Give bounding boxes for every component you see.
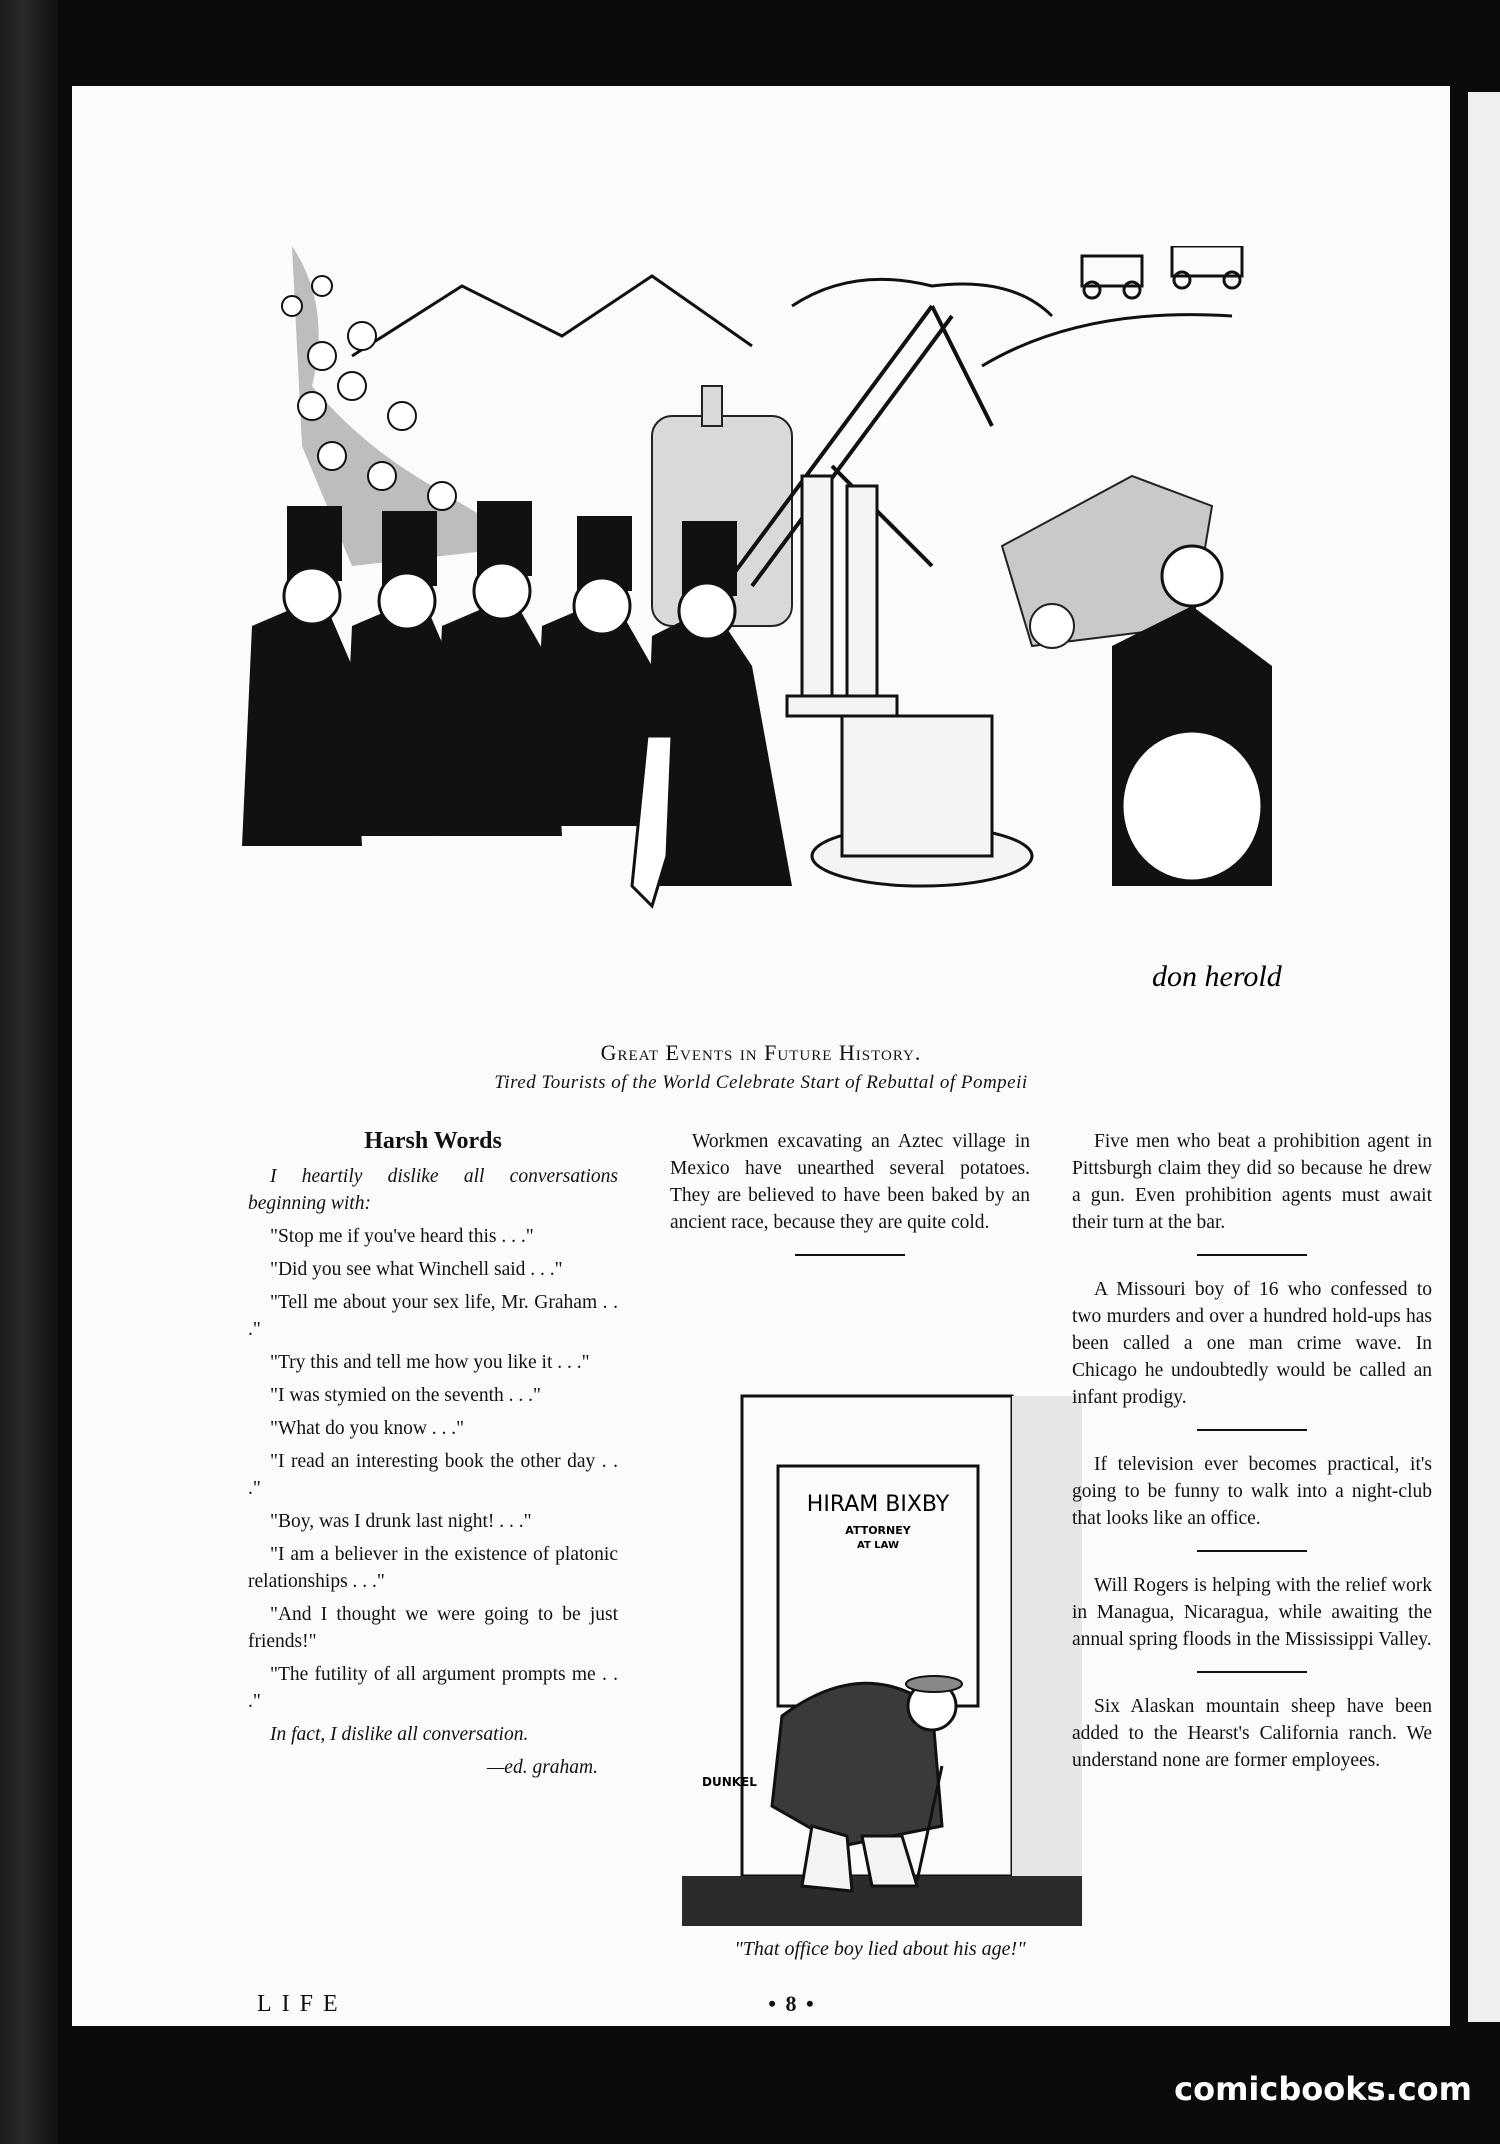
top-cartoon-caption-subtitle: Tired Tourists of the World Celebrate Start of Rebuttal of Pompeii bbox=[494, 1072, 1028, 1093]
paragraph-item: Will Rogers is helping with the relief work in Managua, Nicaragua, while awaiting the annual spring floods in the Mississippi Valley. bbox=[1072, 1575, 1432, 1650]
paragraph-item: Six Alaskan mountain sheep have been added to the Hearst's California ranch. We understand none are former employees. bbox=[1072, 1696, 1432, 1771]
paragraph-aztec: Workmen excavating an Aztec village in Mexico have unearthed several potatoes. They are believed to have been baked by an ancient race, because they are quite cold. bbox=[670, 1131, 1030, 1233]
quote-line: "And I thought we were going to be just friends!" bbox=[248, 1604, 618, 1652]
divider-rule bbox=[1197, 1254, 1307, 1256]
column-middle bbox=[670, 1128, 1030, 1276]
book-spine bbox=[0, 0, 58, 2144]
quote-line: "Boy, was I drunk last night! . . ." bbox=[270, 1511, 532, 1532]
quote-line: "Did you see what Winchell said . . ." bbox=[270, 1259, 563, 1280]
magazine-page bbox=[72, 86, 1450, 2026]
door-title-1: ATTORNEY bbox=[845, 1524, 911, 1537]
divider-rule bbox=[1197, 1550, 1307, 1552]
top-cartoon-illustration bbox=[232, 246, 1292, 1016]
column-right bbox=[1072, 1128, 1432, 1780]
paragraph-item: A Missouri boy of 16 who confessed to two murders and over a hundred hold-ups has been called a one man crime wave. In Chicago he undoubtedly would be called an infant prodigy. bbox=[1072, 1279, 1432, 1408]
divider-rule bbox=[795, 1254, 905, 1256]
quote-line: "Stop me if you've heard this . . ." bbox=[270, 1226, 534, 1247]
top-cartoon-caption-title: Great Events in Future History. bbox=[600, 1040, 922, 1065]
door-title-2: AT LAW bbox=[857, 1540, 899, 1551]
office-boy-caption: "That office boy lied about his age!" bbox=[734, 1938, 1026, 1960]
watermark-text: comicbooks.com bbox=[1174, 2070, 1472, 2108]
article-intro: I heartily dislike all conversations beginning with: bbox=[248, 1166, 618, 1214]
divider-rule bbox=[1197, 1671, 1307, 1673]
quote-line: "I read an interesting book the other day . . ." bbox=[248, 1451, 618, 1499]
door-name: HIRAM BIXBY bbox=[806, 1492, 950, 1517]
page-number: • 8 • bbox=[768, 1991, 816, 2016]
paragraph-item: If television ever becomes practical, it's going to be funny to walk into a night-club that looks like an office. bbox=[1072, 1454, 1432, 1529]
quote-line: "What do you know . . ." bbox=[270, 1418, 465, 1439]
article-closing: In fact, I dislike all conversation. bbox=[270, 1724, 529, 1745]
facing-page-edge bbox=[1468, 92, 1500, 2022]
paragraph-item: Five men who beat a prohibition agent in Pittsburgh claim they did so because he drew a gun. Even prohibition agents must await their turn at the bar. bbox=[1072, 1131, 1432, 1233]
office-boy-cartoon bbox=[682, 1386, 1082, 1926]
author-signature: —ed. graham. bbox=[486, 1757, 598, 1778]
quote-line: "Tell me about your sex life, Mr. Graham . . ." bbox=[248, 1292, 618, 1340]
magazine-name: LIFE bbox=[257, 1991, 348, 2017]
top-cartoon-signature: don herold bbox=[1152, 960, 1282, 993]
quote-line: "I was stymied on the seventh . . ." bbox=[270, 1385, 542, 1406]
cartoon-signature: DUNKEL bbox=[702, 1775, 757, 1789]
quote-line: "I am a believer in the existence of platonic relationships . . ." bbox=[248, 1544, 618, 1592]
quote-line: "The futility of all argument prompts me . . ." bbox=[248, 1664, 618, 1712]
column-harsh-words bbox=[248, 1128, 618, 1787]
article-heading: Harsh Words bbox=[364, 1128, 502, 1154]
quote-line: "Try this and tell me how you like it . . ." bbox=[270, 1352, 590, 1373]
divider-rule bbox=[1197, 1429, 1307, 1431]
